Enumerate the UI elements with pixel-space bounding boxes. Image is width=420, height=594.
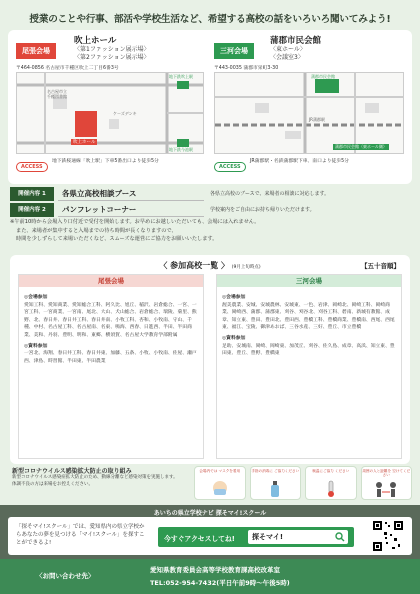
site-search-text: 探そマイ! bbox=[252, 533, 284, 541]
mikawa-map-label-badge: 蒲郡市民会館（東ホール側） bbox=[335, 144, 387, 149]
contact-telephone: TEL:052-954-7432(平日午前9時〜午後5時) bbox=[150, 579, 290, 587]
schools-order: 【五十音順】 bbox=[361, 262, 400, 270]
owari-map-label-library2: 千種図書館 bbox=[47, 94, 67, 99]
owari-access-text: 地下鉄桜通線「吹上駅」下車5番出口より徒歩5分 bbox=[52, 159, 159, 164]
mikawa-venue-name: 蒲郡市民会館 bbox=[270, 36, 322, 46]
social-distance-icon bbox=[374, 480, 398, 498]
owari-map bbox=[16, 72, 204, 154]
schools-title bbox=[10, 260, 410, 271]
covid-distance bbox=[361, 466, 413, 500]
content-row-1 bbox=[10, 187, 410, 201]
mikawa-venue-sub2: 〈会議室3〉 bbox=[270, 54, 304, 61]
owari-schools-head: 尾張会場 bbox=[19, 275, 203, 287]
owari-schools-sec1: ◎会場参加 bbox=[24, 295, 48, 300]
site-search-box[interactable] bbox=[248, 530, 348, 544]
covid-sanitize bbox=[250, 466, 302, 500]
mikawa-schools-column bbox=[216, 274, 402, 459]
owari-venue bbox=[16, 38, 56, 59]
owari-map-label-station2: 地下鉄今池駅 bbox=[169, 147, 193, 152]
owari-access-badge: ACCESS bbox=[16, 162, 48, 172]
mikawa-venue bbox=[214, 38, 254, 59]
site-box bbox=[8, 517, 412, 555]
owari-map-label-library1: 名古屋市立 bbox=[47, 89, 67, 94]
mikawa-venue-address: 〒443-0035 蒲郡市栄町3-30 bbox=[214, 66, 279, 71]
mikawa-access-badge: ACCESS bbox=[214, 162, 246, 172]
owari-schools-list2: 一宮北、海翔、春日井工科、春日井東、加藤、五条、小牧、小牧南、佐屋、瀬戸西、津島、時習館、半田東、半田農業 bbox=[24, 351, 197, 364]
owari-venue-sub1: 〈第1ファッション展示場〉 bbox=[74, 46, 150, 53]
mikawa-access-text: JR蒲郡駅・名鉄蒲郡駅下車、南口より徒歩5分 bbox=[250, 159, 349, 164]
notes bbox=[10, 218, 410, 244]
owari-schools-sec2: ◎資料参加 bbox=[24, 343, 48, 349]
page-headline: 授業のことや行事、部活や学校生活など、希望する高校の話をいろいろ聞いてみよう! bbox=[29, 14, 391, 25]
mikawa-map bbox=[214, 72, 404, 154]
owari-map-label-hall: 吹上ホール bbox=[73, 140, 96, 145]
covid-title: 新型コロナウイルス感染拡大防止の取り組み bbox=[12, 468, 132, 475]
owari-map-label-station1: 地下鉄吹上駅 bbox=[169, 74, 193, 79]
mask-icon bbox=[210, 480, 230, 498]
search-icon bbox=[335, 532, 345, 542]
site-description: 「探そマイ!スクール」では、愛知県内の県立学校からあなたの夢を見つける「マイ!スクール」を探すことができるよ! bbox=[16, 524, 145, 547]
covid-distance-label: 周囲の人と距離を 空けてください bbox=[362, 469, 411, 478]
mikawa-map-label-hall: 蒲郡市民会館 bbox=[311, 74, 335, 79]
mikawa-schools-list1: 渥美農業、安城、安城農林、安城東、一色、岩津、岡崎北、岡崎工科、岡崎商業、岡崎西、蒲郡、蒲郡東、刈谷、刈谷北、刈谷工科、碧南、新城有教館、成章、知立東、豊田、豊田北、豊田西、豊橋工科、豊橋商業、豊橋南、西尾、西尾東、福江、宝陵、御津あおば、三谷水産、三好、豊丘、市立豊橋 bbox=[222, 302, 395, 331]
contact-organization: 愛知県教育委員会高等学校教育課高校改革室 bbox=[150, 566, 280, 574]
mikawa-schools-head: 三河会場 bbox=[217, 275, 401, 287]
content-tag-1: 開催内容 1 bbox=[10, 187, 54, 201]
covid-sanitize-label: 手指の消毒に ご協力ください bbox=[251, 469, 300, 473]
note-line-1: ※午前10時から会場入り口付近で受付を開始します。お早めにお越しいただいても、会場には入れません。 bbox=[10, 219, 260, 225]
schools-card bbox=[10, 255, 410, 464]
schools-title-text: 〈 参加高校一覧 〉 bbox=[159, 261, 229, 270]
mikawa-schools-sec2: ◎資料参加 bbox=[222, 335, 246, 341]
mikawa-schools-sec1: ◎会場参加 bbox=[222, 295, 246, 300]
covid-temperature bbox=[305, 466, 357, 500]
schools-title-note: (9月上旬時点) bbox=[231, 265, 261, 270]
owari-venue-tag: 尾張会場 bbox=[16, 43, 56, 59]
owari-map-drawing bbox=[17, 73, 204, 154]
owari-map-label-shop: ケーズデンキ bbox=[113, 111, 137, 116]
owari-venue-sub2: 〈第2ファッション展示場〉 bbox=[74, 54, 150, 61]
thermometer-icon bbox=[321, 480, 341, 498]
site-label: あいちの県立学校ナビ 探そマイ!スクール bbox=[153, 510, 267, 517]
content-name-1: 各県立高校相談ブース bbox=[58, 187, 204, 201]
note-line-2: また、来場者が集中すると入場までの待ち時間が長くなりますので、 bbox=[16, 227, 177, 234]
owari-schools-column bbox=[18, 274, 204, 459]
note-line-3: 時間を少しずらして来場いただくなど、スムーズな運営にご協力をお願いいたします。 bbox=[16, 236, 218, 242]
qr-code-icon bbox=[372, 520, 404, 552]
mikawa-schools-list2: 足助、安城南、岡崎、岡崎東、加茂丘、刈谷、佐久島、成章、高浜、知立東、豊田東、豊丘、豊野、豊橋東 bbox=[222, 343, 395, 357]
site-section bbox=[0, 505, 420, 559]
mikawa-map-drawing bbox=[215, 73, 404, 154]
covid-text: 新型コロナウイルス感染症拡大防止のため、動線分離など感染対策を実施します。体調不良の方は来場をお控えください。 bbox=[12, 475, 178, 487]
owari-hall-marker bbox=[75, 111, 97, 137]
content-tag-2: 開催内容 2 bbox=[10, 203, 54, 217]
venue-card bbox=[8, 30, 412, 184]
owari-venue-address: 〒464-0856 名古屋市千種区吹上二丁目6番3号 bbox=[16, 66, 119, 71]
mikawa-map-label-station: JR蒲郡駅 bbox=[309, 117, 325, 122]
content-name-2: パンフレットコーナー bbox=[58, 203, 204, 217]
contact-label: 〈お問い合わせ先〉 bbox=[36, 572, 95, 580]
content-desc-2: 学校案内をご自由にお持ち帰りいただけます。 bbox=[210, 207, 315, 213]
content-row-2 bbox=[10, 203, 410, 217]
covid-section bbox=[8, 466, 412, 504]
mikawa-hall-marker bbox=[315, 79, 339, 93]
covid-temperature-label: 検温にご協力 ください bbox=[312, 469, 350, 473]
contact-footer bbox=[0, 559, 420, 594]
owari-venue-name: 吹上ホール bbox=[74, 36, 117, 46]
content-desc-1: 各県立高校のブースで、来場者の相談に対応します。 bbox=[210, 191, 330, 197]
mikawa-venue-tag: 三河会場 bbox=[214, 43, 254, 59]
covid-icons bbox=[194, 466, 412, 500]
owari-schools-list1: 愛知工科、愛知商業、愛知総合工科、阿久比、旭丘、稲沢、岩倉総合、一宮、一宮工科、一宮商業、一宮南、尾北、大山、犬山総合、岩倉総合、瑞陵、菊里、熊野、北、春日井、春日井工科、春日井南、小牧工科、杏和、小牧南、守山、千種、中村、名古屋工科、名古屋南、名東、鳴海、西春、日進西、半田、半田商業、美和、丹羽、豊明、明和、東郷、横須賀、名古屋大学教育学部附属 bbox=[24, 302, 197, 338]
site-access-banner[interactable] bbox=[158, 527, 354, 547]
site-access-text: 今すぐアクセスしてね! bbox=[164, 535, 235, 543]
covid-mask bbox=[194, 466, 246, 500]
mikawa-venue-sub1: 〈東ホール〉 bbox=[270, 46, 306, 53]
covid-mask-label: 会場内では マスクを着用 bbox=[199, 469, 241, 473]
hand-sanitizer-icon bbox=[265, 480, 285, 498]
